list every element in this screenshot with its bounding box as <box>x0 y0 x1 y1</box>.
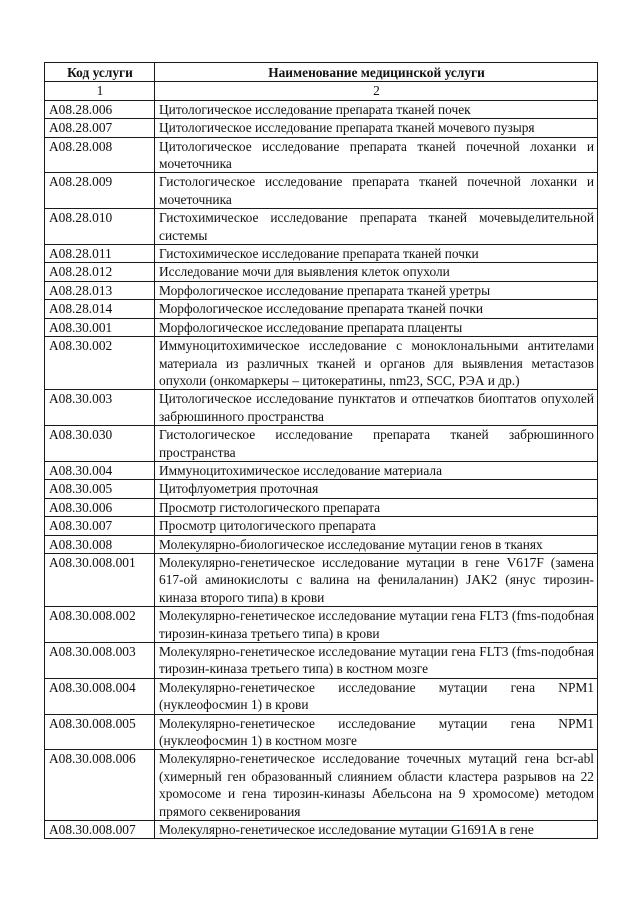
service-code: A08.30.008.003 <box>45 643 155 679</box>
table-row <box>45 821 598 839</box>
table-row <box>45 337 598 390</box>
table-row <box>45 100 598 118</box>
service-code: A08.28.014 <box>45 300 155 318</box>
service-code: A08.28.011 <box>45 245 155 263</box>
table-row <box>45 318 598 336</box>
service-code: A08.30.008.004 <box>45 678 155 714</box>
service-code: A08.30.005 <box>45 480 155 498</box>
service-code: A08.28.010 <box>45 209 155 245</box>
table-row <box>45 137 598 173</box>
header-code: Код услуги <box>45 63 155 82</box>
table-row <box>45 750 598 821</box>
service-name: Молекулярно-генетическое исследование мутации гена NPM1 (нуклеофосмин 1) в костном мозге <box>155 714 598 750</box>
service-name: Иммуноцитохимическое исследование с моноклональными антителами материала из различных тканей и органов для выявления метастазов опухоли (онкомаркеры – цитокератины, nm23, SCC, РЭА и др.) <box>155 337 598 390</box>
service-name: Гистохимическое исследование препарата тканей мочевыделительной системы <box>155 209 598 245</box>
service-name: Гистохимическое исследование препарата тканей почки <box>155 245 598 263</box>
service-code: A08.30.008.007 <box>45 821 155 839</box>
service-code: A08.28.007 <box>45 119 155 137</box>
service-code: A08.30.003 <box>45 390 155 426</box>
service-name: Молекулярно-биологическое исследование мутации генов в тканях <box>155 535 598 553</box>
service-code: A08.28.008 <box>45 137 155 173</box>
table-row <box>45 209 598 245</box>
column-number-1: 1 <box>45 82 155 100</box>
service-code: A08.28.006 <box>45 100 155 118</box>
service-name: Гистологическое исследование препарата тканей забрюшинного пространства <box>155 426 598 462</box>
service-name: Иммуноцитохимическое исследование материала <box>155 461 598 479</box>
service-code: A08.30.008.002 <box>45 607 155 643</box>
table-row <box>45 607 598 643</box>
table-row <box>45 498 598 516</box>
header-name: Наименование медицинской услуги <box>155 63 598 82</box>
service-code: A08.30.004 <box>45 461 155 479</box>
document-page <box>44 62 597 839</box>
table-row <box>45 281 598 299</box>
service-name: Молекулярно-генетическое исследование мутации G1691A в гене <box>155 821 598 839</box>
table-row <box>45 461 598 479</box>
table-row <box>45 300 598 318</box>
service-code: A08.30.030 <box>45 426 155 462</box>
table-row <box>45 517 598 535</box>
service-name: Молекулярно-генетическое исследование мутации гена FLT3 (fms-подобная тирозин-киназа третьего типа) в костном мозге <box>155 643 598 679</box>
table-row <box>45 535 598 553</box>
service-code: A08.30.008.001 <box>45 553 155 606</box>
service-name: Цитологическое исследование пунктатов и отпечатков биоптатов опухолей забрюшинного пространства <box>155 390 598 426</box>
service-name: Морфологическое исследование препарата тканей уретры <box>155 281 598 299</box>
service-name: Морфологическое исследование препарата плаценты <box>155 318 598 336</box>
service-name: Гистологическое исследование препарата тканей почечной лоханки и мочеточника <box>155 173 598 209</box>
service-code: A08.30.002 <box>45 337 155 390</box>
service-code: A08.30.001 <box>45 318 155 336</box>
service-name: Цитофлуометрия проточная <box>155 480 598 498</box>
service-code: A08.30.008.005 <box>45 714 155 750</box>
service-code: A08.30.008.006 <box>45 750 155 821</box>
service-name: Просмотр цитологического препарата <box>155 517 598 535</box>
table-row <box>45 480 598 498</box>
service-name: Молекулярно-генетическое исследование мутации гена NPM1 (нуклеофосмин 1) в крови <box>155 678 598 714</box>
service-code: A08.30.008 <box>45 535 155 553</box>
service-code: A08.28.009 <box>45 173 155 209</box>
service-name: Цитологическое исследование препарата тканей мочевого пузыря <box>155 119 598 137</box>
services-table <box>44 62 598 839</box>
service-code: A08.28.012 <box>45 263 155 281</box>
table-row <box>45 553 598 606</box>
table-row <box>45 678 598 714</box>
service-name: Цитологическое исследование препарата тканей почек <box>155 100 598 118</box>
service-name: Морфологическое исследование препарата тканей почки <box>155 300 598 318</box>
service-name: Молекулярно-генетическое исследование мутации в гене V617F (замена 617-ой аминокислоты с валина на фенилаланин) JAK2 (янус тирозин-киназа второго типа) в крови <box>155 553 598 606</box>
table-row <box>45 245 598 263</box>
header-row <box>45 63 598 82</box>
table-row <box>45 173 598 209</box>
service-code: A08.28.013 <box>45 281 155 299</box>
column-number-2: 2 <box>155 82 598 100</box>
service-name: Молекулярно-генетическое исследование точечных мутаций гена bcr-abl (химерный ген образованный слиянием области кластера разрывов на 22 хромосоме и гена тирозин-киназы Абельсона на 9 хромосоме) методом прямого секвенирования <box>155 750 598 821</box>
service-code: A08.30.006 <box>45 498 155 516</box>
table-row <box>45 119 598 137</box>
table-row <box>45 643 598 679</box>
table-row <box>45 390 598 426</box>
service-name: Молекулярно-генетическое исследование мутации гена FLT3 (fms-подобная тирозин-киназа третьего типа) в крови <box>155 607 598 643</box>
service-name: Просмотр гистологического препарата <box>155 498 598 516</box>
service-name: Исследование мочи для выявления клеток опухоли <box>155 263 598 281</box>
table-row <box>45 263 598 281</box>
numbering-row <box>45 82 598 100</box>
table-row <box>45 714 598 750</box>
service-code: A08.30.007 <box>45 517 155 535</box>
table-row <box>45 426 598 462</box>
service-name: Цитологическое исследование препарата тканей почечной лоханки и мочеточника <box>155 137 598 173</box>
table-body <box>45 100 598 839</box>
